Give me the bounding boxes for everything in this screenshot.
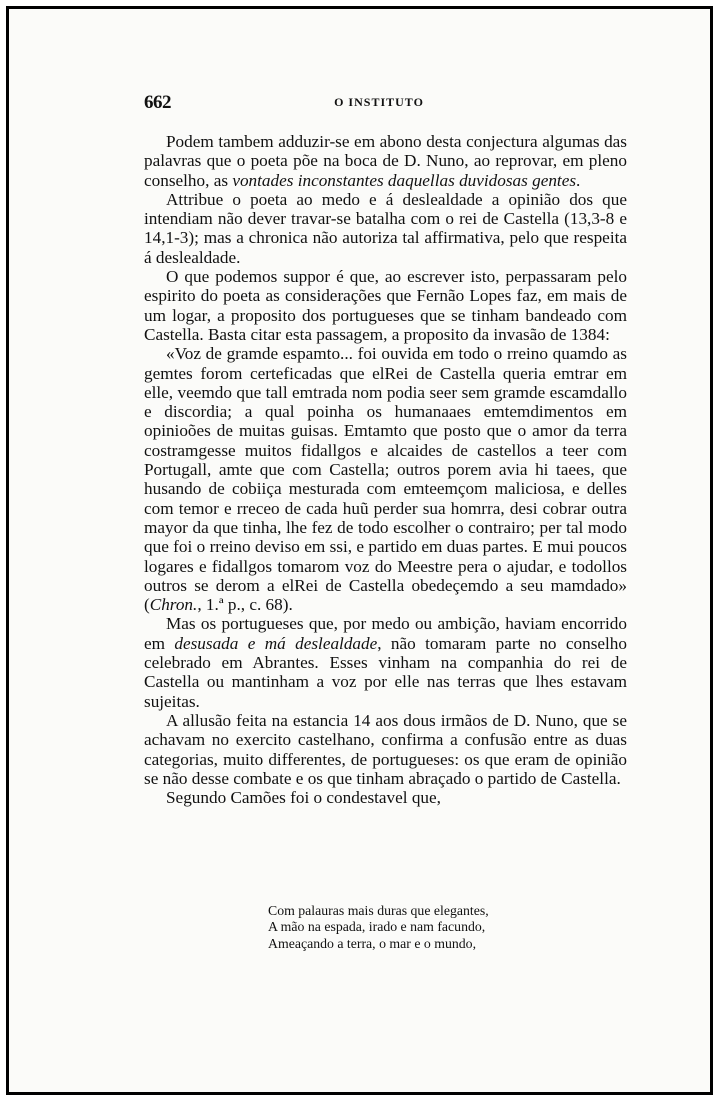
italic-phrase: desusada e má deslealdade	[174, 633, 378, 653]
verse-line: Ameaçando a terra, o mar e o mundo,	[268, 935, 477, 951]
page-header	[144, 92, 614, 116]
chronicle-quotation: «Voz de gramde espamto... foi ouvida em todo o rreino quamdo as gemtes forom certeficadas que elRei de Castella queria emtrar em elle, veemdo que tall emtrada nom podia seer sem gramde escamdallo e discordia; a qual poinha os humanaaes emtemdimentos em opinioões de muitas guisas. Emtamto que posto que o amor da terra costramgesse muitos fidallgos e alcaides de castellos a teer com Portugall, amte que com Castella; outros porem avia hi taees, que husando de cobiiça mesturada com emteemçom maliciosa, e delles com temor e rreceo de cada huũ perder sua homrra, desi cobrar outra mayor da que tinha, lhe fez de todo escolher o contrairo; per tal modo que foi o rreino deviso em ssi, e partido em duas partes. E mui poucos logares e fidallgos tomarom voz do Meestre pera o ajudar, e todollos outros se derom a elRei de Castella obedeçemdo a seu mamdado» (Chron., 1.ª p., c. 68).	[144, 344, 627, 615]
paragraph-7: Segundo Camões foi o condestavel que,	[166, 788, 441, 808]
citation-title: Chron.	[149, 595, 198, 615]
page-number: 662	[144, 92, 171, 113]
paragraph-3: O que podemos suppor é que, ao escrever isto, perpassaram pelo espirito do poeta as considerações que Fernão Lopes faz, em mais de um logar, a proposito dos portugueses que se tinham bandeado com Castella. Basta citar esta passagem, a proposito da invasão de 1384:	[144, 267, 627, 344]
body-text	[144, 132, 627, 807]
paragraph-1: Podem tambem adduzir-se em abono desta conjectura algumas das palavras que o poeta põe na boca de D. Nuno, ao reprovar, em pleno conselho, as vontades inconstantes daquellas duvidosas gentes.	[144, 132, 627, 190]
paragraph-2: Attribue o poeta ao medo e á deslealdade a opinião dos que intendiam não dever travar-se batalha com o rei de Castella (13,3-8 e 14,1-3); mas a chronica não autoriza tal affirmativa, pelo que respeita á deslealdade.	[144, 189, 627, 267]
running-title: O INSTITUTO	[334, 95, 424, 109]
paragraph-5: Mas os portugueses que, por medo ou ambição, haviam encorrido em desusada e má deslealdade, não tomaram parte no conselho celebrado em Abrantes. Esses vinham na companhia do rei de Castella ou mantinham a voz por elle nas terras que lhes estavam sujeitas.	[144, 614, 627, 711]
verse-quotation	[268, 903, 568, 952]
verse-line: A mão na espada, irado e nam facundo,	[268, 919, 486, 935]
paragraph-6: A allusão feita na estancia 14 aos dous irmãos de D. Nuno, que se achavam no exercito castelhano, confirma a confusão entre as duas categorias, muito differentes, de portugueses: os que eram de opinião se não desse combate e os que tinham abraçado o partido de Castella.	[144, 710, 627, 788]
verse-line: Com palauras mais duras que elegantes,	[268, 903, 489, 918]
italic-phrase: vontades inconstantes daquellas duvidosas gentes	[232, 170, 577, 190]
